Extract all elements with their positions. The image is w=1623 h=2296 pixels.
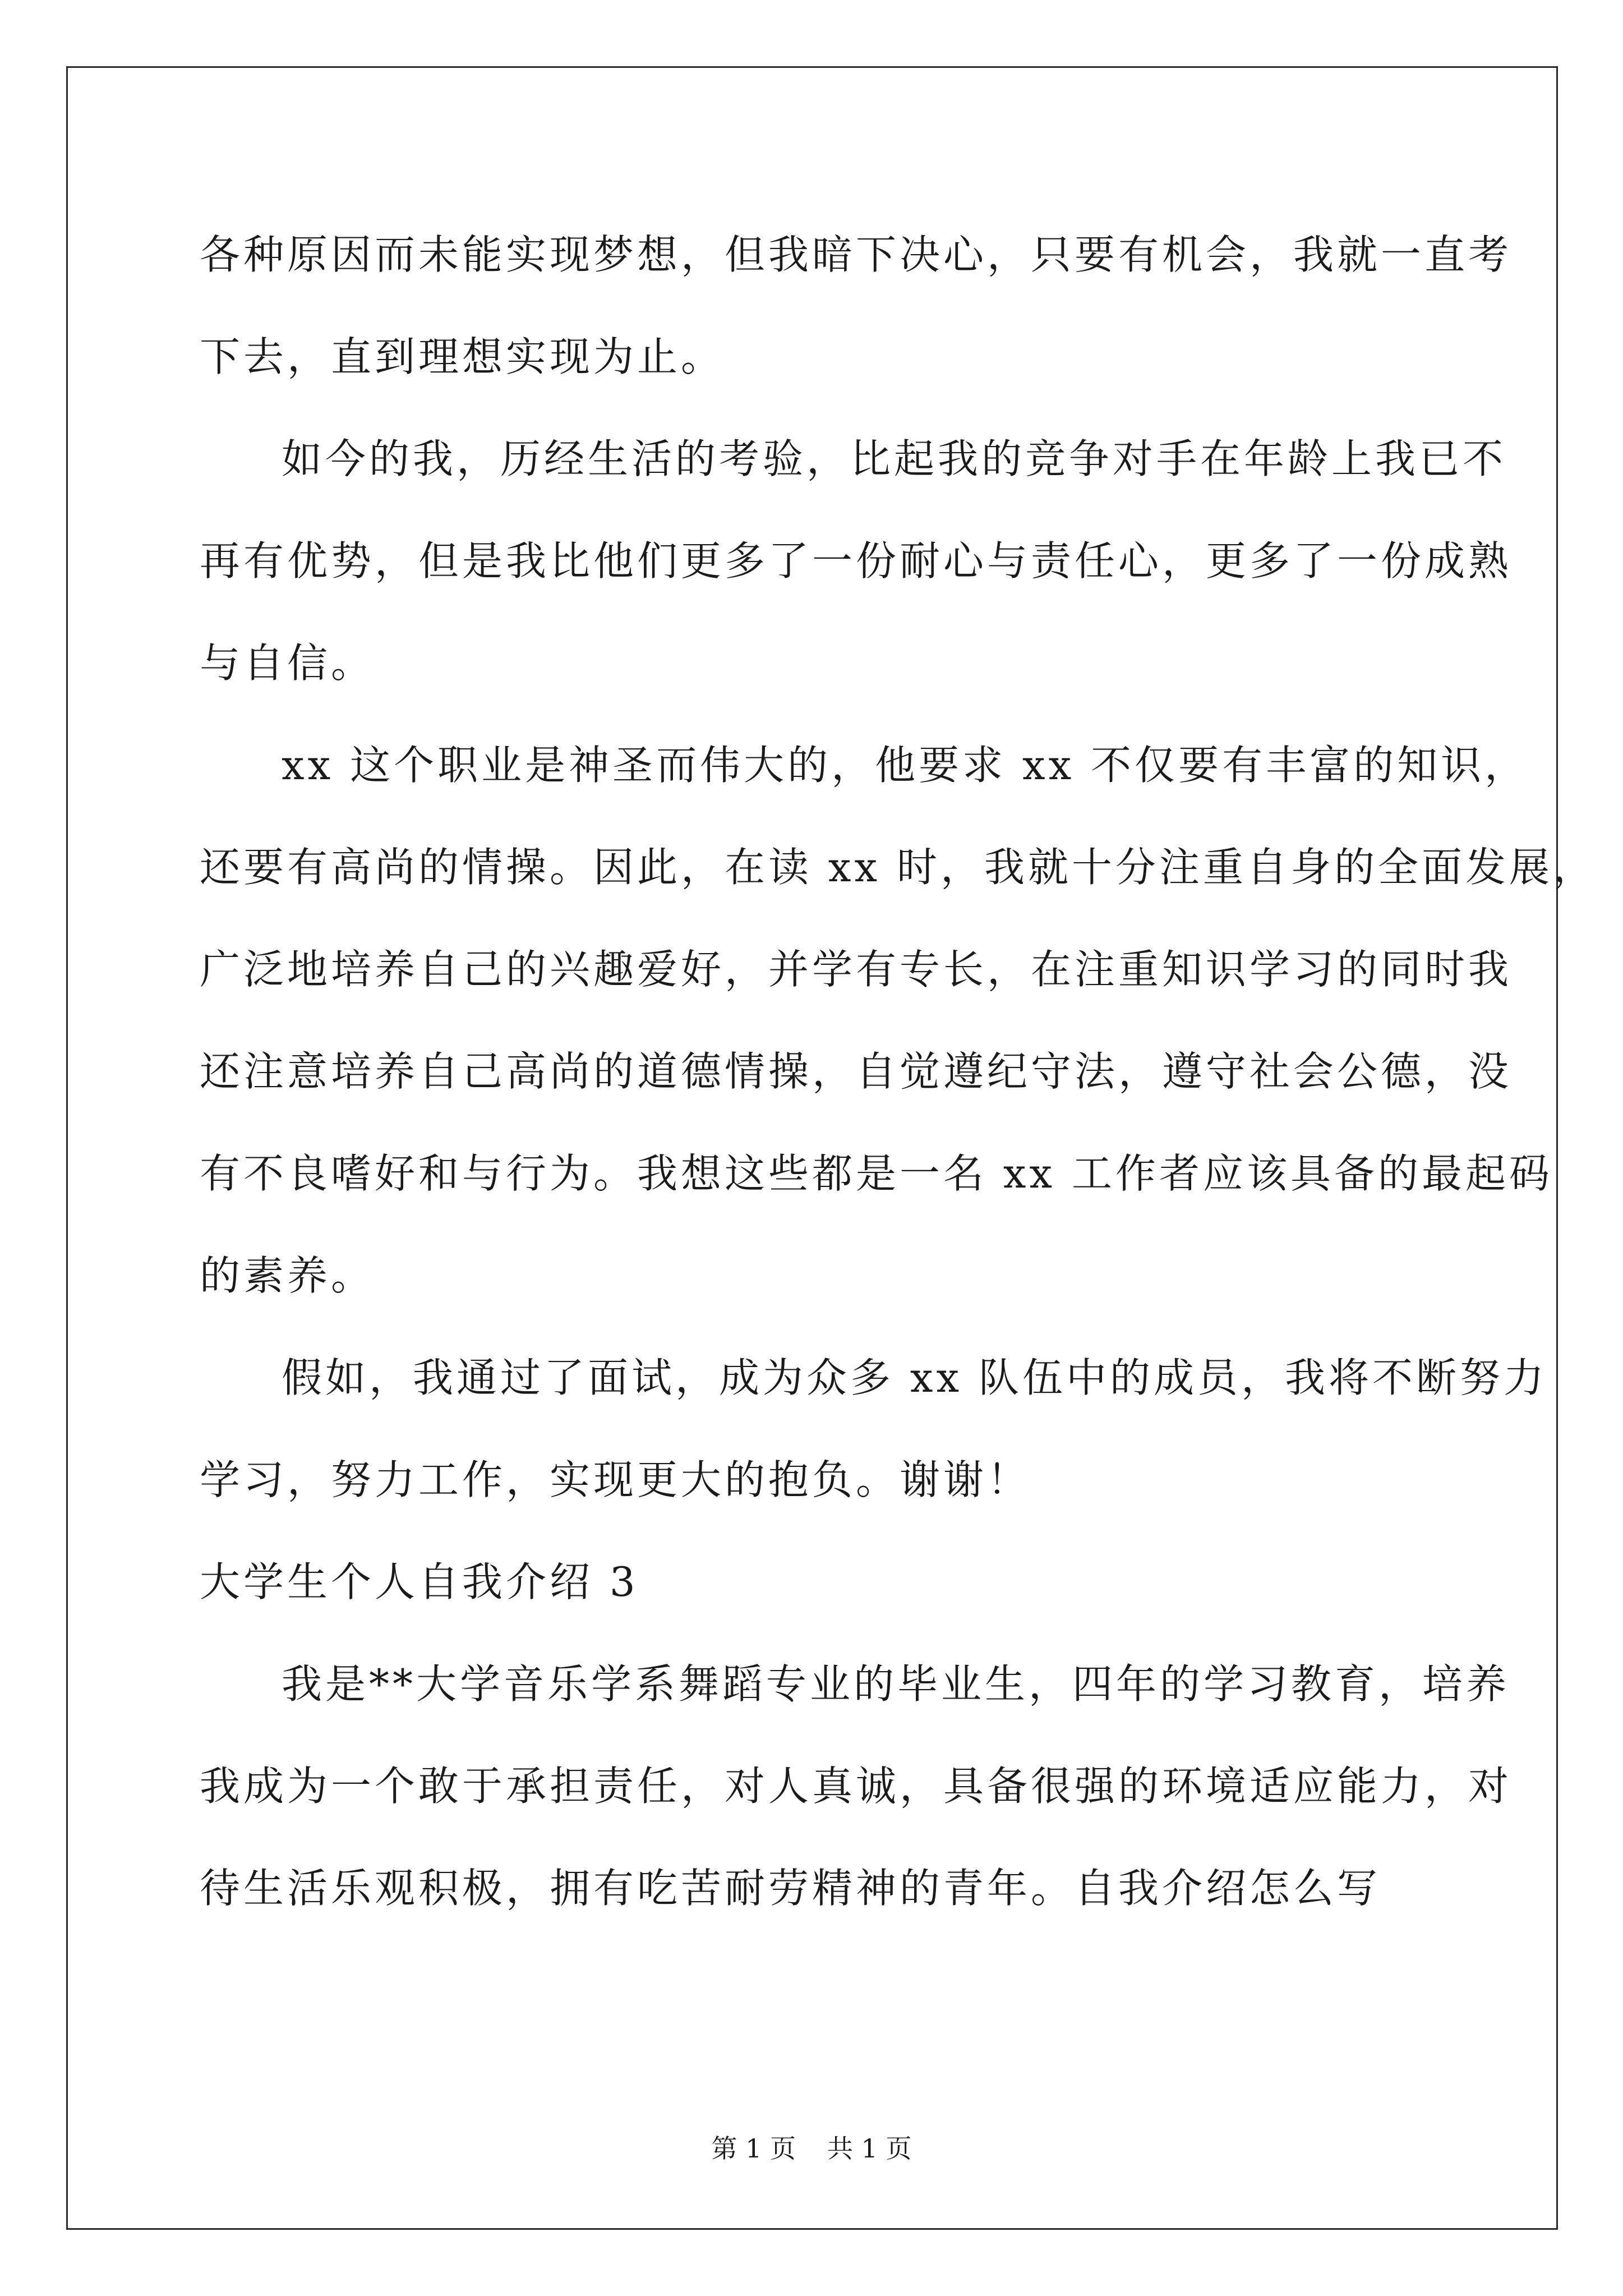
text-line: 我是**大学音乐学系舞蹈专业的毕业生，四年的学习教育，培养 <box>282 1660 1510 1708</box>
text-line: 与自信。 <box>200 639 375 687</box>
page-number: 第 1 页 <box>711 2133 796 2164</box>
text-line: 如今的我，历经生活的考验，比起我的竞争对手在年龄上我已不 <box>282 435 1507 482</box>
text-line: 的素养。 <box>200 1252 375 1299</box>
text-line: 再有优势，但是我比他们更多了一份耐心与责任心，更多了一份成熟 <box>200 537 1513 585</box>
document-body <box>200 204 1597 1939</box>
section-heading: 大学生个人自我介绍 3 <box>200 1558 639 1605</box>
page-footer <box>0 2132 1623 2165</box>
text-line: 各种原因而未能实现梦想，但我暗下决心，只要有机会，我就一直考 <box>200 231 1513 278</box>
text-line: 待生活乐观积极，拥有吃苦耐劳精神的青年。自我介绍怎么写 <box>200 1865 1381 1912</box>
text-line: 下去，直到理想实现为止。 <box>200 333 725 380</box>
text-line: 学习，努力工作，实现更大的抱负。谢谢！ <box>200 1456 1031 1503</box>
text-line: 有不良嗜好和与行为。我想这些都是一名 xx 工作者应该具备的最起码 <box>200 1150 1553 1197</box>
text-line: 广泛地培养自己的兴趣爱好，并学有专长，在注重知识学习的同时我 <box>200 946 1513 993</box>
paragraph-competition <box>200 408 1513 714</box>
text-line: 还要有高尚的情操。因此，在读 xx 时，我就十分注重自身的全面发展， <box>200 844 1597 891</box>
paragraph-introduction <box>200 1633 1513 1939</box>
text-line: 还注意培养自己高尚的道德情操，自觉遵纪守法，遵守社会公德，没 <box>200 1048 1513 1095</box>
paragraph-closing <box>200 1327 1547 1531</box>
text-line: xx 这个职业是神圣而伟大的，他要求 xx 不仅要有丰富的知识， <box>282 742 1529 789</box>
paragraph-continuation <box>200 204 1513 408</box>
page-total: 共 1 页 <box>827 2133 912 2164</box>
text-line: 假如，我通过了面试，成为众多 xx 队伍中的成员，我将不断努力 <box>282 1354 1547 1401</box>
text-line: 我成为一个敢于承担责任，对人真诚，具备很强的环境适应能力，对 <box>200 1763 1513 1810</box>
paragraph-profession <box>200 714 1597 1327</box>
